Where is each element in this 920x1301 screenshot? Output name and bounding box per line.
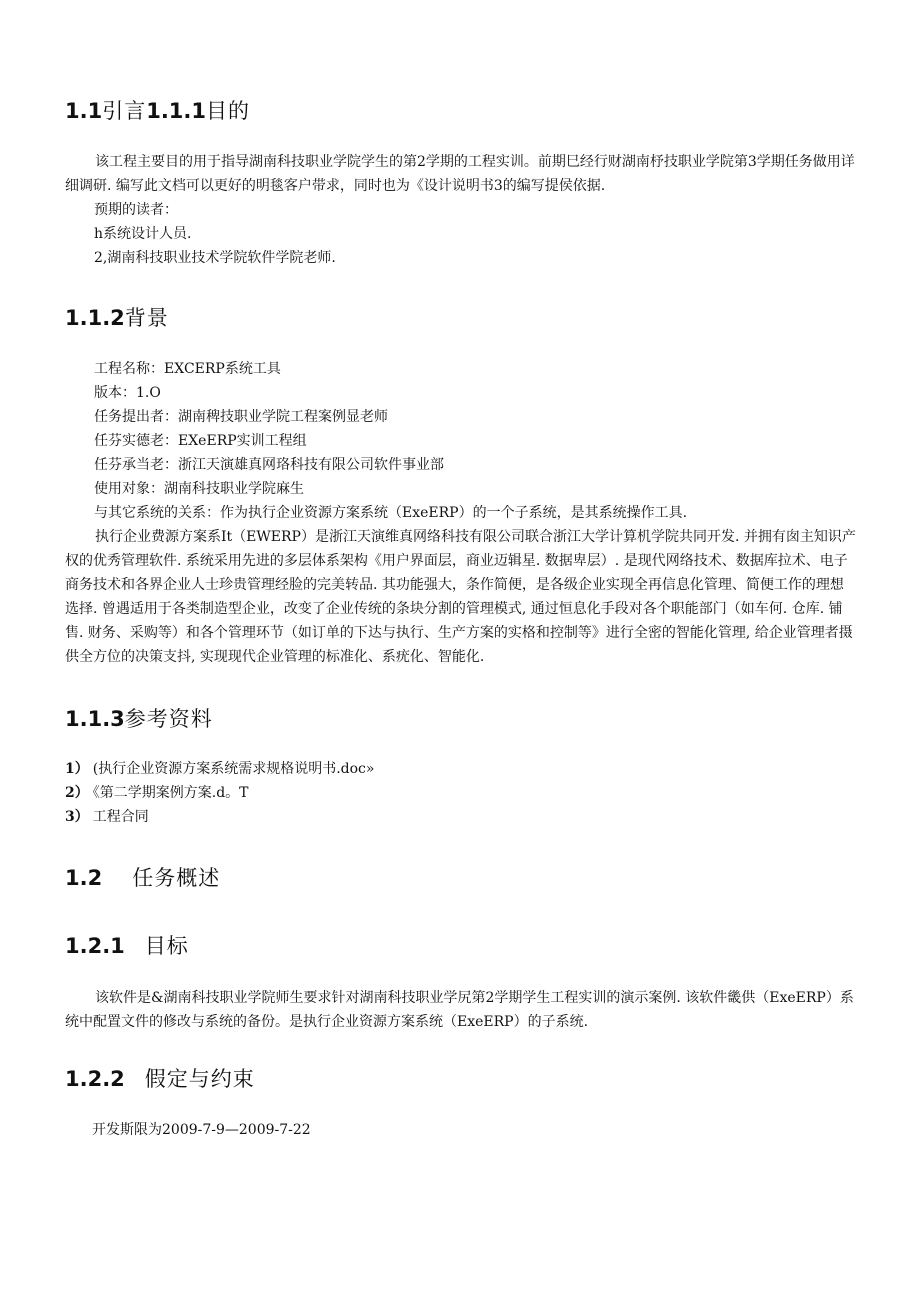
list-marker: 2） bbox=[65, 785, 89, 801]
goal-paragraph: 该软件是&湖南科技职业学院师生要求针对湖南科技职业学尻第2学期学生工程实训的演示案例. 该软件畿供（ExeERP）系统中配置文件的修改与系统的备份。是执行企业资源方案系统（ExeERP）的子系统. bbox=[65, 990, 854, 1030]
readers-label: 预期的读者： bbox=[94, 202, 178, 218]
project-field: 任芬承当老：浙江天演雄真网珞科技有限公司软件事业部 bbox=[94, 457, 444, 473]
heading-1-1-3 bbox=[65, 703, 213, 733]
section-title: 任务概述 bbox=[132, 866, 221, 890]
section-title: 假定与约束 bbox=[144, 1067, 255, 1091]
section-title: 目的 bbox=[206, 99, 250, 123]
section-number: 1.2.1 bbox=[65, 934, 125, 958]
section-title: 参考资料 bbox=[124, 707, 213, 731]
project-field: 任务提出者：湖南稗技职业学院工程案例显老师 bbox=[94, 409, 388, 425]
heading-1-2-1 bbox=[65, 930, 189, 960]
project-field: 版本：1.O bbox=[94, 385, 161, 401]
section-number: 1.2.2 bbox=[65, 1067, 125, 1091]
section-number: 1.1.3 bbox=[65, 707, 125, 731]
reference-text: 工程合同 bbox=[92, 809, 149, 825]
section-title: 背景 bbox=[124, 306, 169, 330]
reference-item bbox=[65, 757, 374, 781]
constraint-paragraph: 开发斯限为2009-7-9—2009-7-22 bbox=[92, 1122, 311, 1138]
project-field: 使用对象：湖南科技职业学院麻生 bbox=[94, 481, 304, 497]
reference-item bbox=[65, 805, 149, 829]
list-marker: 1） bbox=[65, 761, 89, 777]
background-paragraph: 执行企业费源方案系It（EWERP）是浙江天演维真网络科技有限公司联合浙江大学计算机学院共同开发. 并拥有囱主知识产权的优秀管理软件. 系统采用先进的多层体系架构《用户界面层，商业迈辑星. 数据卑层）. 是现代网络技术、数据库拉术、电子商务技术和各界企业人士珍贵管理经脸的完美转品. 其功能强大，条作简便，是各级企业实现全再信息化管理、简便工作的理想选择. 曾遇适用于各类制造型企业，改变了企业传统的条块分割的管理模式, 通过恒息化手段对各个职能部门（如车何. 仓库. 铺售. 财务、采购等）和各个管理环节（如订单的下达与执行、生产方案的实格和控制等》进行全密的智能化管理, 给企业管理者摄供全方位的决策支抖, 实现现代企业管理的标准化、系疣化、智能化. bbox=[65, 529, 856, 665]
project-field: 与其它系统的关系：作为执行企业资源方案系统（ExeERP）的一个子系统，是其系统操作工具. bbox=[94, 505, 688, 521]
list-marker: 3） bbox=[65, 809, 89, 825]
reader-item: h系统设计人员. bbox=[94, 226, 192, 242]
reference-text: 《第二学期案例方案.d。T bbox=[92, 785, 249, 801]
reference-item bbox=[65, 781, 249, 805]
project-field: 任芬实德老：EXeERP实训工程组 bbox=[94, 433, 307, 449]
section-number: 1.1 bbox=[65, 99, 103, 123]
reference-text: (执行企业资源方案系统需求规格说明书.doc» bbox=[92, 761, 375, 777]
heading-1-1-2 bbox=[65, 302, 169, 332]
purpose-paragraph: 该工程主要目的用于指导湖南科技职业学院学生的第2学期的工程实训。前期巳经行财湖南杼技职业学院第3学期任务做用详细调研. 编写此文档可以更好的明毯客户带求，同时也为《设计说明书3的编写提侯依据. bbox=[65, 154, 855, 194]
section-number: 1.1.1 bbox=[146, 99, 206, 123]
project-field: 工程名称：EXCERP系统工具 bbox=[94, 361, 281, 377]
section-number: 1.2 bbox=[65, 866, 103, 890]
heading-1-2 bbox=[65, 862, 220, 892]
heading-1-2-2 bbox=[65, 1063, 255, 1093]
section-number: 1.1.2 bbox=[65, 306, 125, 330]
section-title: 引言 bbox=[102, 99, 147, 123]
reader-item: 2,湖南科技职业技术学院软件学院老师. bbox=[94, 250, 336, 266]
section-title: 目标 bbox=[144, 934, 189, 958]
heading-1-1-1 bbox=[65, 95, 250, 125]
